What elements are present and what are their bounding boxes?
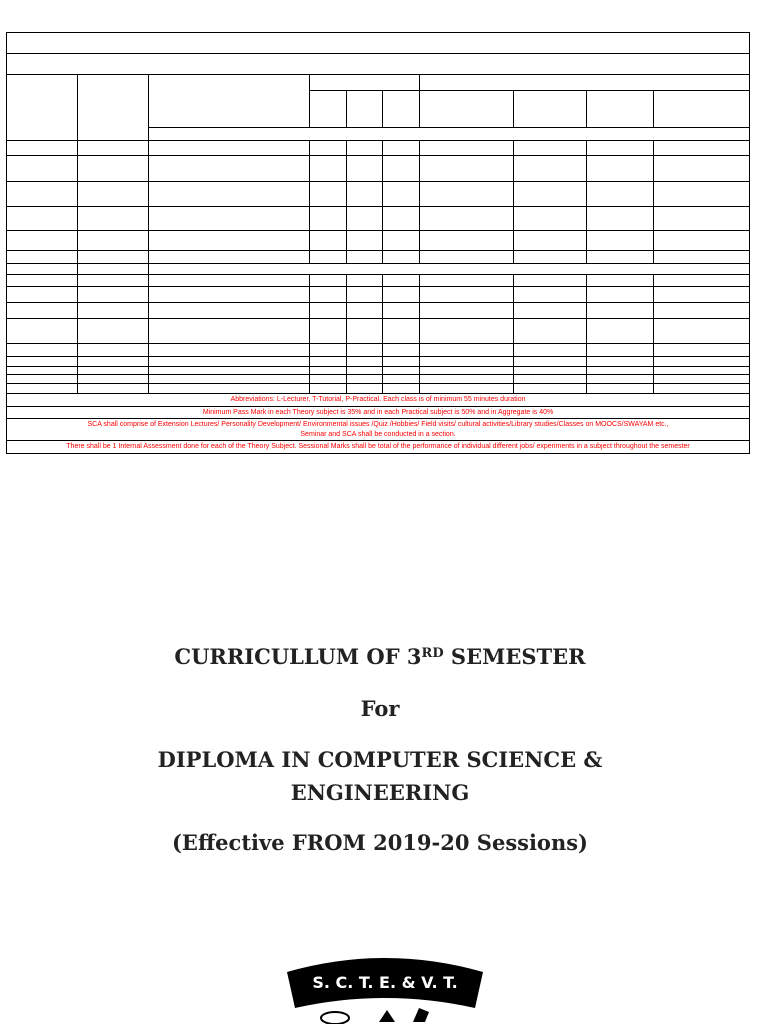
table-cell: [347, 384, 383, 394]
table-cell: [654, 375, 750, 384]
table-cell: [654, 319, 750, 344]
table-cell: [587, 384, 654, 394]
table-cell: [78, 264, 149, 275]
table-cell: [310, 251, 347, 264]
table-row: [7, 344, 750, 357]
table-cell: [383, 357, 420, 367]
table-cell: [383, 319, 420, 344]
table-cell: [514, 384, 587, 394]
table-row: [7, 367, 750, 375]
table-cell: [514, 287, 587, 303]
table-cell: [347, 357, 383, 367]
header-cell: [420, 91, 514, 128]
table-cell: [420, 275, 514, 287]
table-row: [7, 231, 750, 251]
pass-mark-note: Minimum Pass Mark in each Theory subject is 35% and in each Practical subject is 50% and in Aggregate is 40%: [7, 406, 750, 419]
table-cell: [7, 319, 78, 344]
table-cell: [149, 303, 310, 319]
curriculum-table: [6, 32, 750, 454]
table-cell: [310, 275, 347, 287]
table-cell: [7, 367, 78, 375]
table-cell: [7, 375, 78, 384]
table-cell: [587, 182, 654, 207]
table-row: [7, 384, 750, 394]
table-cell: [347, 231, 383, 251]
table-cell: [310, 319, 347, 344]
table-row: [7, 287, 750, 303]
table-cell: [149, 287, 310, 303]
semester-heading-main: CURRICULLUM OF 3: [174, 644, 422, 669]
table-cell: [78, 251, 149, 264]
table-cell: [149, 182, 310, 207]
table-cell: [654, 207, 750, 231]
table-cell: [347, 141, 383, 156]
table-cell: [420, 319, 514, 344]
header-cell: [654, 91, 750, 128]
table-cell: [7, 287, 78, 303]
table-cell: [310, 367, 347, 375]
table-cell: [420, 375, 514, 384]
table-row: [7, 251, 750, 264]
table-cell: [78, 344, 149, 357]
table-cell: [383, 287, 420, 303]
table-cell: [78, 375, 149, 384]
table-row: [7, 207, 750, 231]
table-cell: [654, 182, 750, 207]
gear-icon: [321, 1012, 349, 1024]
header-cell: [310, 91, 347, 128]
header-cell: [587, 91, 654, 128]
table-body: [7, 141, 750, 394]
table-cell: [7, 156, 78, 182]
table-cell: [78, 207, 149, 231]
table-cell: [347, 207, 383, 231]
table-cell: [149, 319, 310, 344]
table-cell: [383, 303, 420, 319]
table-row: [7, 156, 750, 182]
header-cell: [149, 75, 310, 128]
table-cell: [514, 303, 587, 319]
table-row: [7, 275, 750, 287]
table-cell: [149, 207, 310, 231]
table-cell: [149, 375, 310, 384]
table-cell: [78, 357, 149, 367]
table-cell: [654, 303, 750, 319]
table-cell: [514, 182, 587, 207]
table-cell: [78, 275, 149, 287]
table-cell: [383, 375, 420, 384]
header-cell: [310, 75, 420, 91]
header-cell: [78, 75, 149, 141]
table-cell: [7, 264, 78, 275]
table-cell: [7, 344, 78, 357]
table-cell: [78, 367, 149, 375]
table-cell: [310, 384, 347, 394]
table-cell: [420, 156, 514, 182]
table-title-cell: [7, 33, 750, 54]
table-cell: [347, 303, 383, 319]
table-cell: [654, 156, 750, 182]
table-cell: [149, 141, 310, 156]
table-cell: [310, 357, 347, 367]
table-cell: [420, 367, 514, 375]
table-cell: [383, 344, 420, 357]
table-cell: [149, 156, 310, 182]
assessment-note: There shall be 1 Internal Assessment done for each of the Theory Subject. Sessional Marks shall be total of the performance of individual different jobs/ experiments in a subject throughout the semester: [7, 441, 750, 454]
table-cell: [514, 357, 587, 367]
semester-heading-sup: RD: [421, 646, 444, 661]
table-cell: [78, 287, 149, 303]
table-cell: [514, 375, 587, 384]
table-cell: [587, 319, 654, 344]
table-cell: [78, 303, 149, 319]
table-cell: [7, 251, 78, 264]
table-cell: [78, 182, 149, 207]
table-cell: [383, 207, 420, 231]
table-cell: [78, 231, 149, 251]
table-cell: [149, 357, 310, 367]
flask-icon: [413, 1008, 429, 1022]
table-cell: [587, 156, 654, 182]
abbreviations-note: Abbreviations: L-Lecturer, T-Tutorial, P-Practical. Each class is of minimum 55 minutes duration: [7, 394, 750, 407]
header-cell: [383, 91, 420, 128]
table-cell: [383, 182, 420, 207]
table-cell: [420, 141, 514, 156]
table-row: [7, 357, 750, 367]
sctevt-logo: [283, 948, 487, 1024]
table-cell: [7, 303, 78, 319]
table-cell: [587, 357, 654, 367]
table-cell: [654, 344, 750, 357]
table-cell: [587, 303, 654, 319]
logo-text: S. C. T. E. & V. T.: [312, 973, 458, 992]
table-cell: [420, 251, 514, 264]
table-cell: [149, 384, 310, 394]
sca-note: [7, 419, 750, 441]
table-row: [7, 182, 750, 207]
table-cell: [587, 275, 654, 287]
table-cell: [654, 251, 750, 264]
table-cell: [654, 287, 750, 303]
table-cell: [149, 251, 310, 264]
table-cell: [310, 141, 347, 156]
table-cell: [310, 156, 347, 182]
effective-heading: (Effective FROM 2019-20 Sessions): [172, 830, 588, 855]
table-cell: [654, 141, 750, 156]
table-cell: [383, 384, 420, 394]
table-cell: [347, 182, 383, 207]
table-cell: [347, 156, 383, 182]
semester-heading-end: SEMESTER: [443, 644, 586, 669]
table-cell: [420, 231, 514, 251]
table-cell: [347, 287, 383, 303]
table-cell: [420, 357, 514, 367]
table-cell: [383, 251, 420, 264]
table-row: [7, 319, 750, 344]
table-cell: [78, 156, 149, 182]
diploma-heading-line1: DIPLOMA IN COMPUTER SCIENCE &: [157, 747, 603, 772]
table-cell: [149, 264, 750, 275]
table-cell: [383, 367, 420, 375]
table-cell: [587, 344, 654, 357]
header-cell: [347, 91, 383, 128]
table-cell: [310, 182, 347, 207]
table-cell: [587, 367, 654, 375]
table-cell: [514, 251, 587, 264]
table-cell: [587, 287, 654, 303]
table-cell: [383, 141, 420, 156]
table-cell: [310, 375, 347, 384]
diploma-heading-line2: ENGINEERING: [290, 780, 470, 805]
table-cell: [7, 384, 78, 394]
table-cell: [514, 367, 587, 375]
table-cell: [420, 207, 514, 231]
table-cell: [78, 141, 149, 156]
table-cell: [7, 275, 78, 287]
table-cell: [310, 231, 347, 251]
table-cell: [7, 231, 78, 251]
table-cell: [310, 207, 347, 231]
semester-heading: [0, 644, 760, 669]
table-cell: [7, 357, 78, 367]
table-cell: [383, 275, 420, 287]
table-cell: [587, 141, 654, 156]
tool-icon: [379, 1010, 395, 1022]
table-cell: [654, 384, 750, 394]
header-cell: [420, 75, 750, 91]
table-cell: [310, 303, 347, 319]
table-cell: [347, 367, 383, 375]
table-cell: [654, 367, 750, 375]
table-subtitle-cell: [7, 54, 750, 75]
table-cell: [347, 319, 383, 344]
table-cell: [514, 275, 587, 287]
table-cell: [78, 319, 149, 344]
table-row: [7, 303, 750, 319]
table-cell: [654, 231, 750, 251]
table-cell: [7, 141, 78, 156]
header-cell: [149, 128, 750, 141]
table-cell: [347, 275, 383, 287]
table-cell: [383, 231, 420, 251]
table-cell: [149, 231, 310, 251]
table-cell: [514, 231, 587, 251]
table-cell: [587, 251, 654, 264]
table-cell: [514, 141, 587, 156]
table-cell: [514, 207, 587, 231]
for-heading: For: [360, 696, 400, 721]
table-cell: [149, 367, 310, 375]
table-cell: [420, 182, 514, 207]
table-cell: [587, 375, 654, 384]
table-cell: [514, 344, 587, 357]
table-cell: [78, 384, 149, 394]
table-cell: [149, 275, 310, 287]
table-cell: [7, 207, 78, 231]
table-cell: [149, 344, 310, 357]
table-cell: [420, 303, 514, 319]
header-cell: [514, 91, 587, 128]
table-row: [7, 264, 750, 275]
table-cell: [347, 251, 383, 264]
table-cell: [654, 357, 750, 367]
table-cell: [383, 156, 420, 182]
sca-note-line: SCA shall comprise of Extension Lectures/ Personality Development/ Environmental issues /Quiz /Hobbies/ Field visits/ cultural activities/Library studies/Classes on MOOCS/SWAYAM etc.,: [87, 421, 669, 428]
sca-note-line: Seminar and SCA shall be conducted in a section.: [300, 430, 456, 438]
header-cell: [7, 75, 78, 141]
table-cell: [7, 182, 78, 207]
table-cell: [654, 275, 750, 287]
table-cell: [420, 344, 514, 357]
table-cell: [420, 384, 514, 394]
table-row: [7, 141, 750, 156]
table-cell: [514, 319, 587, 344]
table-row: [7, 375, 750, 384]
table-cell: [310, 344, 347, 357]
table-cell: [347, 375, 383, 384]
table-cell: [587, 207, 654, 231]
table-cell: [514, 156, 587, 182]
table-cell: [420, 287, 514, 303]
table-cell: [587, 231, 654, 251]
table-cell: [347, 344, 383, 357]
table-cell: [310, 287, 347, 303]
